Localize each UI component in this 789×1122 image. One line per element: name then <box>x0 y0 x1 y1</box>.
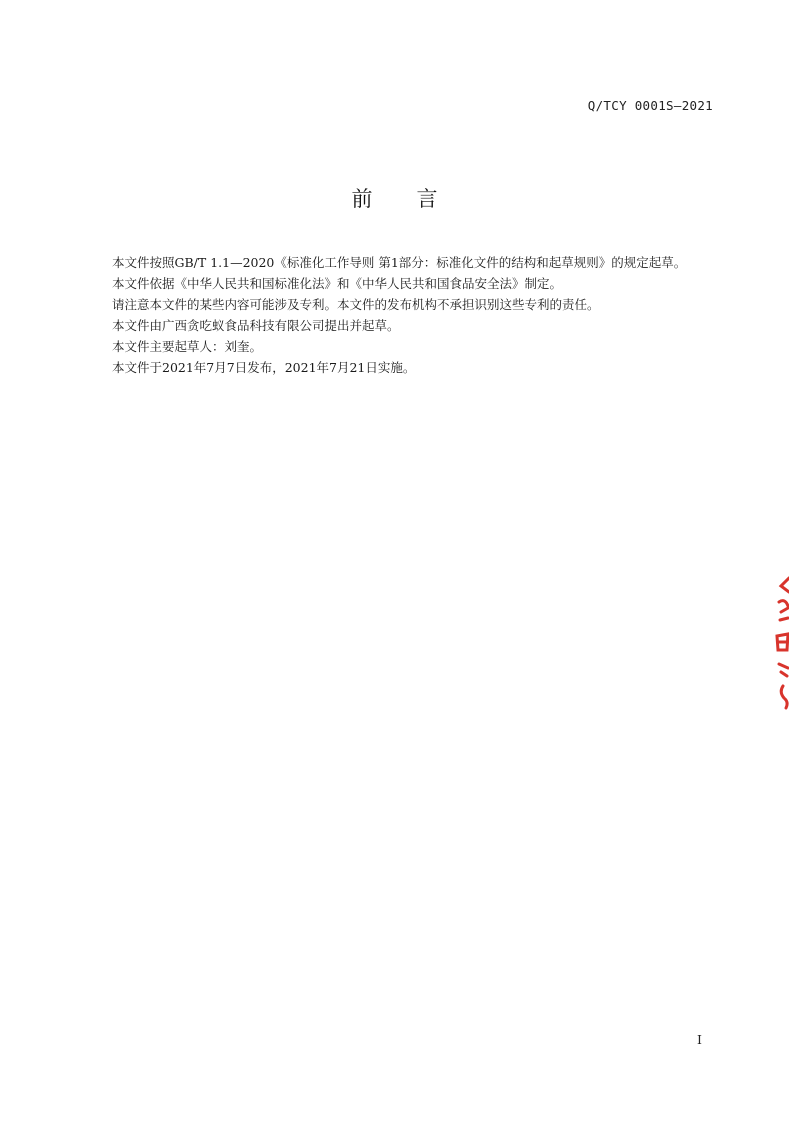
paragraph: 本文件主要起草人：刘奎。 <box>112 339 263 354</box>
page-number: I <box>697 1032 702 1047</box>
document-code: Q/TCY 0001S—2021 <box>587 98 713 113</box>
red-seal-stamp-fragment <box>769 572 789 712</box>
paragraph: 请注意本文件的某些内容可能涉及专利。本文件的发布机构不承担识别这些专利的责任。 <box>112 297 600 312</box>
title-char-2: 言 <box>416 187 438 211</box>
paragraph: 本文件依据《中华人民共和国标准化法》和《中华人民共和国食品安全法》制定。 <box>112 276 563 291</box>
title-char-1: 前 <box>351 187 373 211</box>
paragraph: 本文件于2021年7月7日发布，2021年7月21日实施。 <box>112 360 416 375</box>
paragraph: 本文件按照GB/T 1.1—2020《标准化工作导则 第1部分：标准化文件的结构和起草规则》的规定起草。 <box>112 255 687 270</box>
page-title <box>0 183 789 213</box>
foreword-body <box>87 252 717 378</box>
paragraph: 本文件由广西贪吃蚁食品科技有限公司提出并起草。 <box>112 318 400 333</box>
